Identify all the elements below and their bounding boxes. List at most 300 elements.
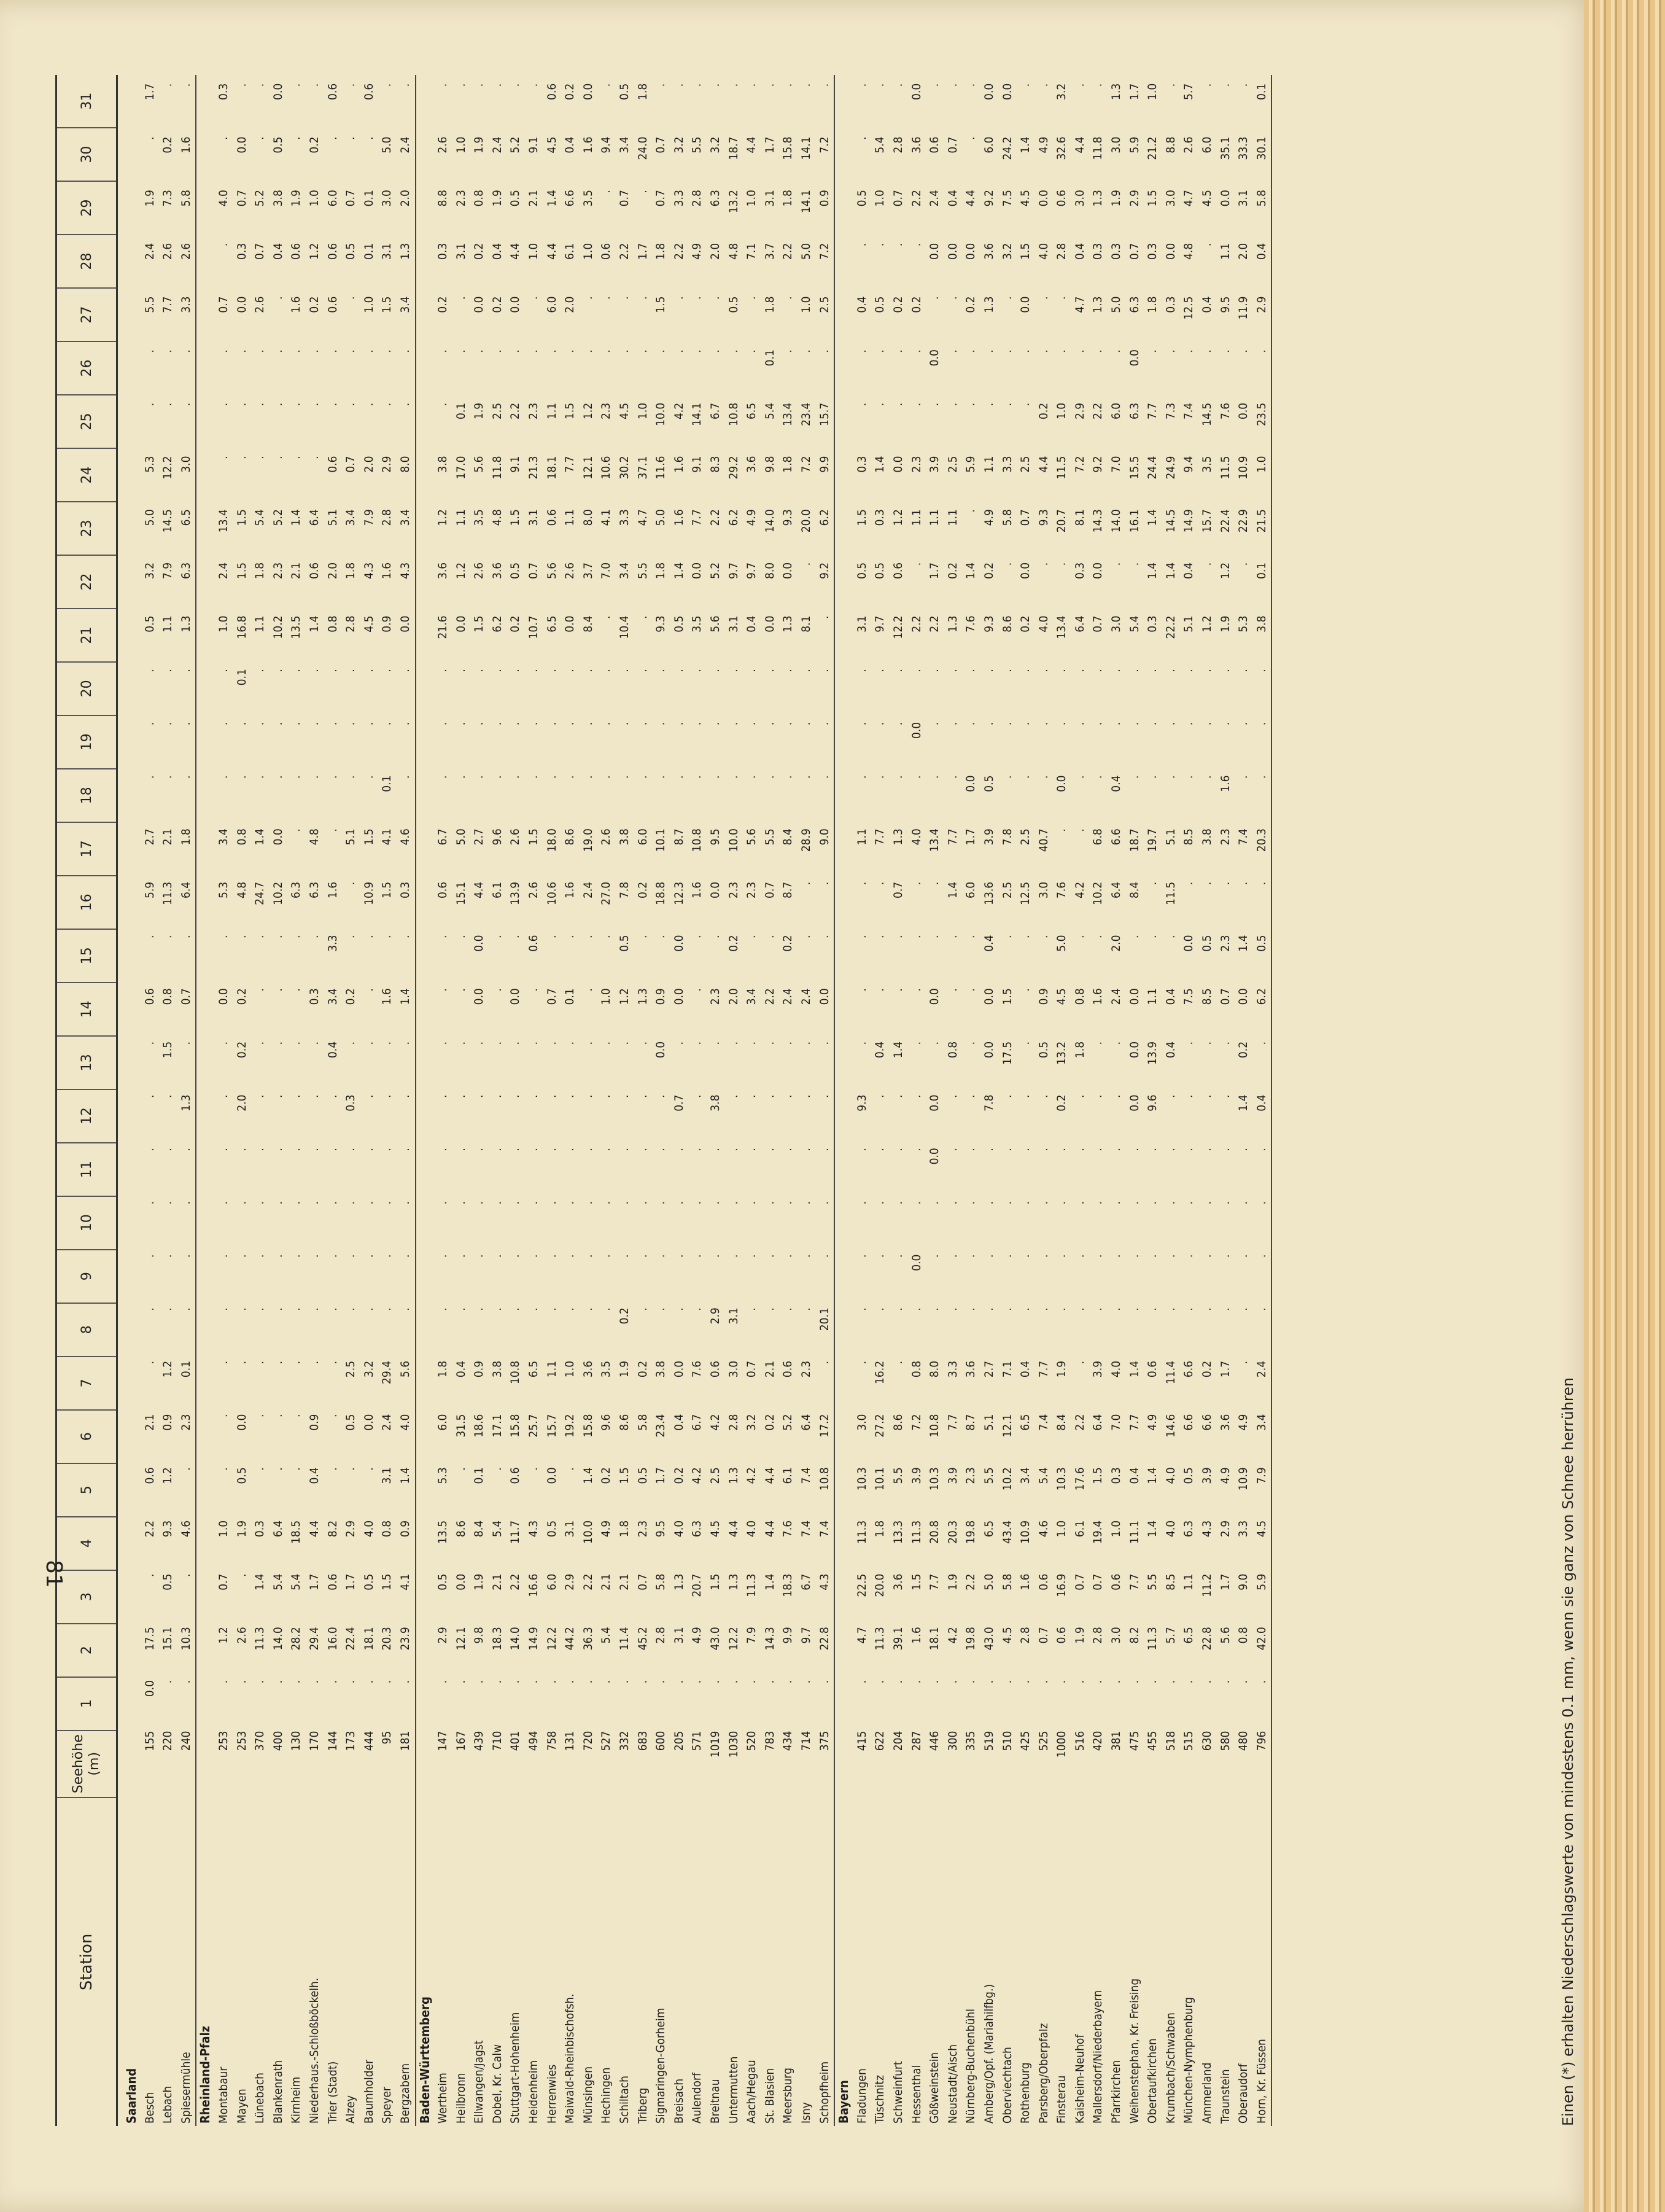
precipitation-cell: . [909,775,923,779]
precipitation-cell: . [745,1254,759,1258]
precipitation-cell: . [1000,402,1014,407]
precipitation-cell: . [289,1094,303,1098]
precipitation-cell: 1.0 [745,190,759,207]
precipitation-cell: . [817,669,831,672]
precipitation-cell: 43.0 [982,1627,996,1651]
precipitation-cell: . [964,402,978,407]
precipitation-cell: 4.9 [745,509,759,526]
precipitation-cell: . [581,775,595,779]
precipitation-cell: 0.9 [1036,988,1050,1005]
precipitation-cell: . [799,935,813,938]
precipitation-cell: 18.3 [781,1573,795,1597]
precipitation-cell: 1.9 [618,1360,632,1378]
precipitation-cell: . [216,136,230,140]
precipitation-cell: . [1218,1094,1232,1098]
precipitation-cell: . [216,349,230,353]
precipitation-cell: 42.0 [1254,1627,1268,1651]
table-row [1071,75,1090,2126]
station-elevation: 400 [271,1731,285,1751]
precipitation-cell: 5.7 [1182,83,1196,100]
precipitation-cell: 5.2 [708,562,722,580]
precipitation-cell: 0.0 [1019,296,1033,313]
station-name: Weihenstephan, Kr. Freising [1127,1978,1141,2124]
precipitation-cell: . [1218,1307,1232,1311]
precipitation-cell: 3.6 [436,562,450,580]
precipitation-cell: 0.8 [472,190,486,207]
precipitation-cell: . [235,349,249,353]
precipitation-cell: . [618,1041,632,1045]
precipitation-cell: 0.2 [1036,402,1050,419]
precipitation-cell: 1.2 [618,988,632,1005]
precipitation-cell: . [1036,1254,1050,1258]
precipitation-cell: . [235,83,249,87]
precipitation-cell: 8.8 [436,190,450,207]
precipitation-cell: 5.6 [1218,1627,1232,1644]
station-elevation: 425 [1019,1731,1033,1751]
precipitation-cell: 1.2 [454,562,468,580]
precipitation-cell: . [253,1307,267,1311]
station-elevation: 515 [1182,1731,1196,1751]
precipitation-cell: . [781,669,795,672]
precipitation-cell: 4.7 [855,1627,869,1644]
precipitation-cell: . [344,722,358,726]
precipitation-cell: . [1019,775,1033,779]
precipitation-cell: 2.4 [581,881,595,899]
precipitation-cell: . [1200,881,1214,886]
precipitation-cell: 2.2 [964,1573,978,1591]
precipitation-cell: . [1146,1307,1160,1311]
precipitation-cell: 5.0 [454,828,468,846]
precipitation-cell: . [873,669,887,672]
precipitation-cell: . [672,1041,686,1045]
precipitation-cell: . [855,1041,869,1045]
precipitation-cell: . [436,669,450,672]
precipitation-cell: . [1182,349,1196,353]
precipitation-cell: . [1182,722,1196,726]
precipitation-cell: . [1073,83,1087,87]
table-row [1089,75,1108,2126]
region-group [123,75,196,2126]
precipitation-cell: 6.4 [799,1414,813,1431]
precipitation-cell: 1.0 [454,136,468,154]
precipitation-cell: 2.5 [490,402,504,419]
precipitation-cell: . [1109,562,1124,566]
precipitation-cell: 0.0 [928,349,942,367]
precipitation-cell: 1.8 [635,83,650,100]
precipitation-cell: 9.5 [1218,296,1232,313]
precipitation-cell: 3.6 [891,1573,905,1591]
precipitation-cell: 2.3 [454,190,468,207]
header-station: Station [57,1797,116,2126]
precipitation-cell: 2.3 [909,456,923,473]
precipitation-cell: 9.3 [982,615,996,633]
header-day: 12 [57,1089,116,1142]
table-row [908,75,926,2126]
precipitation-cell: 0.0 [672,988,686,1005]
table-row [652,75,670,2126]
precipitation-cell: . [161,669,175,672]
station-name: Wertheim [436,2073,450,2124]
precipitation-cell: . [545,1254,559,1258]
precipitation-cell: . [344,669,358,672]
precipitation-cell: 6.6 [1200,1414,1214,1431]
precipitation-cell: . [1109,1307,1124,1311]
precipitation-cell: . [344,1467,358,1471]
precipitation-cell: . [964,988,978,992]
header-day: 4 [57,1516,116,1570]
precipitation-cell: 7.8 [982,1094,996,1112]
precipitation-cell: . [253,349,267,353]
precipitation-cell: 5.8 [635,1414,650,1431]
precipitation-cell: 5.4 [873,136,887,154]
table-row [616,75,634,2126]
precipitation-cell: . [817,615,831,619]
precipitation-cell: . [581,935,595,938]
precipitation-cell: . [964,1201,978,1205]
precipitation-cell: . [271,1467,285,1471]
precipitation-cell: . [928,402,942,407]
station-elevation: 370 [253,1731,267,1751]
precipitation-cell: . [855,775,869,779]
precipitation-cell: 0.4 [1019,1360,1033,1378]
precipitation-cell: . [1127,935,1141,938]
precipitation-cell: . [490,722,504,726]
precipitation-cell: 1.6 [909,1627,923,1644]
precipitation-cell: . [928,1254,942,1258]
precipitation-cell: . [891,988,905,992]
precipitation-cell: 2.5 [344,1360,358,1378]
header-day: 30 [57,127,116,181]
precipitation-cell: 6.5 [982,1520,996,1538]
precipitation-cell: 7.4 [799,1520,813,1538]
precipitation-cell: 16.6 [527,1573,541,1597]
table-row [1162,75,1181,2126]
precipitation-cell: . [873,1201,887,1205]
precipitation-cell: 0.7 [891,881,905,899]
precipitation-cell: 0.3 [1146,243,1160,260]
precipitation-cell: 0.3 [1073,562,1087,580]
precipitation-cell: . [1146,1148,1160,1151]
precipitation-cell: . [344,935,358,938]
precipitation-cell: . [216,402,230,407]
precipitation-cell: . [289,1254,303,1258]
precipitation-cell: 23.4 [799,402,813,426]
precipitation-cell: . [142,1094,157,1098]
precipitation-cell: . [1073,669,1087,672]
station-elevation: 204 [891,1731,905,1751]
precipitation-cell: . [161,402,175,407]
precipitation-cell: 9.8 [472,1627,486,1644]
precipitation-cell: 11.5 [1218,456,1232,480]
precipitation-cell: . [436,988,450,992]
station-elevation: 444 [362,1731,376,1751]
precipitation-cell: . [380,1041,394,1045]
precipitation-cell: 0.4 [307,1467,321,1484]
precipitation-cell: . [142,935,157,938]
precipitation-cell: . [635,1254,650,1258]
precipitation-cell: . [380,1094,394,1098]
precipitation-cell: 6.5 [1182,1627,1196,1644]
station-elevation: 181 [398,1731,412,1751]
precipitation-cell: . [672,1201,686,1205]
precipitation-cell: . [1019,722,1033,726]
precipitation-cell: . [563,935,577,938]
precipitation-cell: . [362,1201,376,1205]
precipitation-cell: . [581,1148,595,1151]
precipitation-cell: . [1091,775,1105,779]
precipitation-cell: 0.0 [909,722,923,739]
precipitation-cell: 0.5 [982,775,996,792]
precipitation-cell: . [654,1254,668,1258]
precipitation-cell: . [745,775,759,779]
precipitation-cell: . [1146,775,1160,779]
precipitation-cell: . [362,988,376,992]
precipitation-cell: 0.9 [380,615,394,633]
precipitation-cell: . [527,1307,541,1311]
precipitation-cell: 12.1 [454,1627,468,1651]
station-elevation: 240 [179,1731,193,1751]
precipitation-cell: . [581,1094,595,1098]
precipitation-cell: . [964,1041,978,1045]
precipitation-cell: . [508,1148,522,1151]
precipitation-cell: . [1254,1041,1268,1045]
precipitation-cell: . [344,1680,358,1684]
precipitation-cell: . [289,349,303,353]
precipitation-cell: 7.8 [618,881,632,899]
precipitation-cell: 17.6 [1073,1467,1087,1491]
precipitation-cell: . [1073,349,1087,353]
precipitation-cell: 7.7 [945,1414,960,1431]
precipitation-cell: 9.7 [726,562,740,580]
precipitation-cell: 5.3 [142,456,157,473]
precipitation-cell: . [545,669,559,672]
precipitation-cell: . [1254,1307,1268,1311]
precipitation-cell: 6.0 [325,190,340,207]
precipitation-cell: 11.5 [1163,881,1178,905]
precipitation-cell: 0.7 [1073,1573,1087,1591]
precipitation-cell: . [527,1467,541,1471]
precipitation-cell: . [289,1041,303,1045]
precipitation-cell: 7.7 [1127,1573,1141,1591]
precipitation-cell: . [855,1148,869,1151]
precipitation-cell: . [909,1307,923,1311]
precipitation-cell: . [563,1041,577,1045]
precipitation-cell: . [1055,722,1069,726]
table-row [561,75,580,2126]
precipitation-cell: 6.4 [1091,1414,1105,1431]
precipitation-cell: . [1236,722,1251,726]
precipitation-cell: 10.8 [508,1360,522,1384]
precipitation-cell: . [1127,775,1141,779]
precipitation-cell: . [161,1307,175,1311]
precipitation-cell: 5.2 [781,1414,795,1431]
precipitation-cell: 8.4 [781,828,795,846]
precipitation-cell: 5.5 [1146,1573,1160,1591]
precipitation-cell: 3.8 [1254,615,1268,633]
precipitation-cell: . [490,1680,504,1684]
precipitation-cell: 2.2 [909,615,923,633]
precipitation-cell: . [325,136,340,140]
precipitation-cell: 1.4 [1146,1467,1160,1484]
precipitation-cell: 0.4 [271,243,285,260]
precipitation-cell: 0.0 [1127,349,1141,367]
precipitation-cell: 8.2 [1127,1627,1141,1644]
precipitation-cell: 6.3 [179,562,193,580]
precipitation-cell: 21.5 [1254,509,1268,533]
station-name: Finsterau [1055,2075,1069,2124]
precipitation-cell: 0.6 [289,243,303,260]
precipitation-cell: . [855,669,869,672]
precipitation-cell: . [161,1094,175,1098]
precipitation-cell: 4.7 [1073,296,1087,313]
precipitation-cell: 4.2 [690,1467,704,1484]
precipitation-cell: 2.4 [380,1414,394,1431]
precipitation-cell: 2.3 [271,562,285,580]
station-name: Kaisheim-Neuhof [1073,2034,1087,2124]
precipitation-cell: . [307,669,321,672]
precipitation-cell: . [253,1360,267,1365]
precipitation-cell: . [672,349,686,353]
precipitation-cell: 9.4 [599,136,613,154]
precipitation-cell: 6.5 [545,615,559,633]
precipitation-cell: . [344,1041,358,1045]
precipitation-cell: 1.1 [1218,243,1232,260]
precipitation-cell: 0.0 [1218,190,1232,207]
precipitation-cell: 1.4 [891,1041,905,1059]
table-row [816,75,834,2126]
precipitation-cell: . [781,1307,795,1311]
precipitation-cell: . [873,349,887,353]
precipitation-cell: . [545,935,559,938]
table-row [215,75,233,2126]
precipitation-cell: . [1182,1094,1196,1098]
precipitation-cell: 2.2 [708,509,722,526]
precipitation-cell: . [142,1041,157,1045]
precipitation-cell: 6.1 [563,243,577,260]
station-name: Alzey [344,2095,358,2124]
precipitation-cell: 1.7 [344,1573,358,1591]
precipitation-cell: 7.2 [817,243,831,260]
precipitation-cell: 9.2 [817,562,831,580]
precipitation-cell: 10.3 [1055,1467,1069,1491]
station-name: Aach/Hegau [745,2060,759,2124]
precipitation-cell: 0.7 [545,988,559,1005]
precipitation-cell: 2.7 [142,828,157,846]
precipitation-cell: 0.3 [216,83,230,100]
precipitation-cell: 0.0 [928,243,942,260]
precipitation-cell: 0.1 [362,243,376,260]
precipitation-cell: 1.3 [726,1467,740,1484]
precipitation-cell: 7.5 [1182,988,1196,1005]
precipitation-cell: . [708,1254,722,1258]
precipitation-cell: . [799,1041,813,1045]
precipitation-cell: . [216,456,230,459]
precipitation-cell: 2.4 [799,988,813,1005]
precipitation-cell: . [380,349,394,353]
precipitation-cell: 3.2 [708,136,722,154]
precipitation-cell: . [472,1254,486,1258]
precipitation-cell: 0.0 [982,988,996,1005]
precipitation-cell: 11.4 [618,1627,632,1651]
precipitation-cell: . [436,349,450,353]
precipitation-cell: . [527,775,541,779]
header-day: 20 [57,661,116,715]
precipitation-cell: . [527,1254,541,1258]
precipitation-cell: 3.9 [945,1467,960,1484]
precipitation-cell: 0.3 [436,243,450,260]
precipitation-cell: 9.0 [1236,1573,1251,1591]
precipitation-cell: . [1182,1041,1196,1045]
precipitation-cell: 15.1 [454,881,468,905]
precipitation-cell: . [964,1148,978,1151]
precipitation-cell: 9.8 [763,456,777,473]
station-name: Heidenheim [527,2060,541,2124]
precipitation-cell: . [307,775,321,779]
precipitation-cell: 4.2 [672,402,686,419]
precipitation-cell: . [672,1680,686,1684]
precipitation-cell: . [690,722,704,726]
precipitation-cell: 0.0 [581,83,595,100]
precipitation-cell: . [909,1680,923,1684]
precipitation-cell: 2.2 [928,615,942,633]
precipitation-cell: . [1019,1307,1033,1311]
precipitation-cell: . [271,775,285,779]
precipitation-cell: 11.7 [508,1520,522,1544]
precipitation-cell: . [216,1467,230,1471]
precipitation-cell: . [161,349,175,353]
precipitation-cell: . [945,669,960,672]
precipitation-cell: 0.7 [945,136,960,154]
precipitation-cell: . [599,1041,613,1045]
precipitation-cell: . [398,1254,412,1258]
precipitation-cell: . [436,402,450,407]
precipitation-cell: . [1091,935,1105,938]
precipitation-cell: . [1127,1148,1141,1151]
precipitation-cell: . [708,722,722,726]
precipitation-cell: 3.4 [618,136,632,154]
precipitation-cell: 1.8 [253,562,267,580]
precipitation-cell: . [472,349,486,353]
precipitation-cell: 7.9 [161,562,175,580]
precipitation-cell: . [1182,1307,1196,1311]
precipitation-cell: 1.9 [1109,190,1124,207]
precipitation-cell: 1.6 [1019,1573,1033,1591]
precipitation-cell: . [1236,1148,1251,1151]
precipitation-cell: . [1254,1201,1268,1205]
precipitation-cell: 2.9 [1073,402,1087,419]
precipitation-cell: . [545,1148,559,1151]
precipitation-cell: 1.5 [380,881,394,899]
precipitation-cell: . [690,296,704,300]
precipitation-cell: 18.0 [545,828,559,852]
precipitation-cell: 5.6 [398,1360,412,1378]
precipitation-cell: . [1200,562,1214,566]
precipitation-cell: 0.0 [1055,775,1069,792]
precipitation-cell: . [799,669,813,672]
precipitation-cell: . [179,1307,193,1311]
precipitation-cell: 4.4 [964,190,978,207]
station-name: Kirnheim [289,2076,303,2124]
station-elevation: 434 [781,1731,795,1751]
precipitation-cell: 6.3 [690,1520,704,1538]
precipitation-cell: . [508,775,522,779]
precipitation-cell: 13.5 [436,1520,450,1544]
header-day: 5 [57,1463,116,1516]
station-name: Amberg/Opf. (Mariahilfbg.) [982,1984,996,2124]
precipitation-cell: . [454,1094,468,1098]
precipitation-cell: . [945,349,960,353]
precipitation-cell: . [436,722,450,726]
